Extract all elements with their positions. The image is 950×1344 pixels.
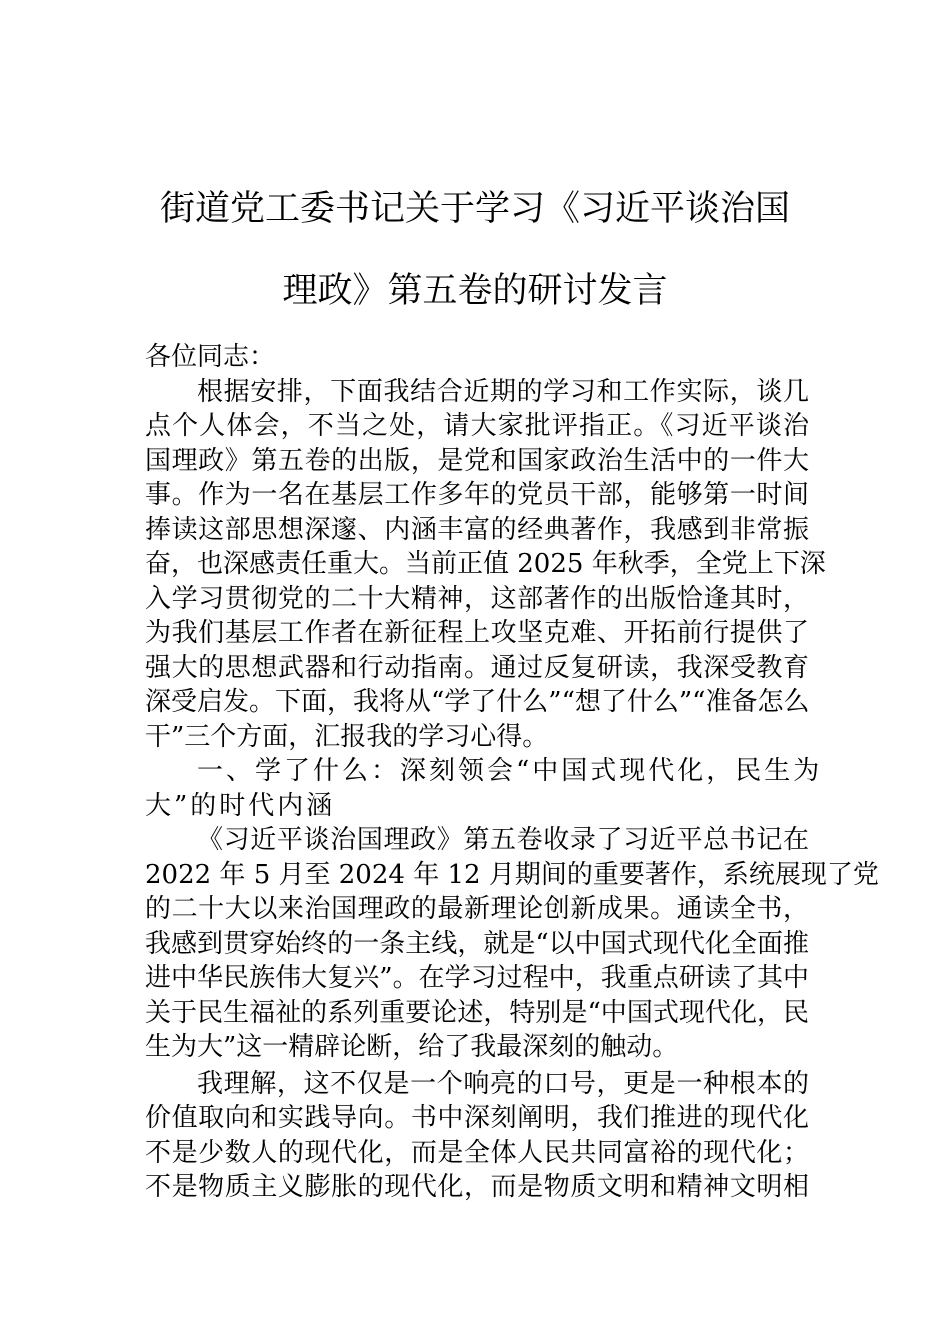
paragraph-line: 强大的思想武器和行动指南。通过反复研读，我深受教育 [145, 652, 809, 683]
paragraph-line: 价值取向和实践导向。书中深刻阐明，我们推进的现代化 [145, 1103, 809, 1133]
paragraph-line: 深受启发。下面，我将从“学了什么”“想了什么”“准备怎么 [145, 687, 810, 717]
paragraph-intro [145, 375, 826, 755]
paragraph-line: 不是少数人的现代化，而是全体人民共同富裕的现代化； [145, 1137, 809, 1168]
document-title [130, 168, 820, 332]
salutation: 各位同志： [145, 342, 276, 372]
paragraph-line: 进中华民族伟大复兴”。在学习过程中，我重点研读了其中 [145, 963, 809, 993]
paragraph-line: 点个人体会，不当之处，请大家批评指正。《习近平谈治 [145, 411, 809, 441]
paragraph-line: 我感到贯穿始终的一条主线，就是“以中国式现代化全面推 [145, 928, 809, 959]
paragraph-line: 不是物质主义膨胀的现代化，而是物质文明和精神文明相 [145, 1172, 809, 1202]
title-line-2: 理政》第五卷的研讨发言 [282, 271, 668, 311]
paragraph-study [145, 823, 879, 1065]
paragraph-line: 事。作为一名在基层工作多年的党员干部，能够第一时间 [145, 480, 809, 510]
paragraph-line: 生为大”这一精辟论断，给了我最深刻的触动。 [145, 1032, 679, 1062]
paragraph-line: 的二十大以来治国理政的最新理论创新成果。通读全书， [145, 894, 809, 924]
paragraph-line: 我理解，这不仅是一个响亮的口号，更是一种根本的 [197, 1068, 809, 1099]
paragraph-line: 为我们基层工作者在新征程上攻坚克难、开拓前行提供了 [145, 618, 809, 648]
paragraph-line: 捧读这部思想深邃、内涵丰富的经典著作，我感到非常振 [145, 514, 809, 545]
paragraph-line: 奋，也深感责任重大。当前正值 2025 年秋季，全党上下深 [145, 549, 826, 579]
paragraph-line: 《习近平谈治国理政》第五卷收录了习近平总书记在 [197, 825, 809, 855]
heading-line: 一、学了什么：深刻领会“中国式现代化，民生为 [197, 756, 823, 786]
paragraph-understanding [145, 1067, 809, 1205]
paragraph-line: 入学习贯彻党的二十大精神，这部著作的出版恰逢其时， [145, 583, 809, 614]
paragraph-line: 2022 年 5 月至 2024 年 12 月期间的重要著作，系统展现了党 [145, 859, 879, 890]
paragraph-line: 干”三个方面，汇报我的学习心得。 [145, 721, 549, 752]
heading-line: 大”的时代内涵 [145, 790, 336, 821]
title-line-1: 街道党工委书记关于学习《习近平谈治国 [159, 189, 790, 229]
paragraph-line: 国理政》第五卷的出版，是党和国家政治生活中的一件大 [145, 445, 809, 476]
paragraph-line: 关于民生福祉的系列重要论述，特别是“中国式现代化，民 [145, 997, 809, 1028]
document-body [145, 340, 879, 1205]
section-heading-1 [145, 754, 823, 823]
paragraph-line: 根据安排，下面我结合近期的学习和工作实际，谈几 [197, 376, 809, 407]
